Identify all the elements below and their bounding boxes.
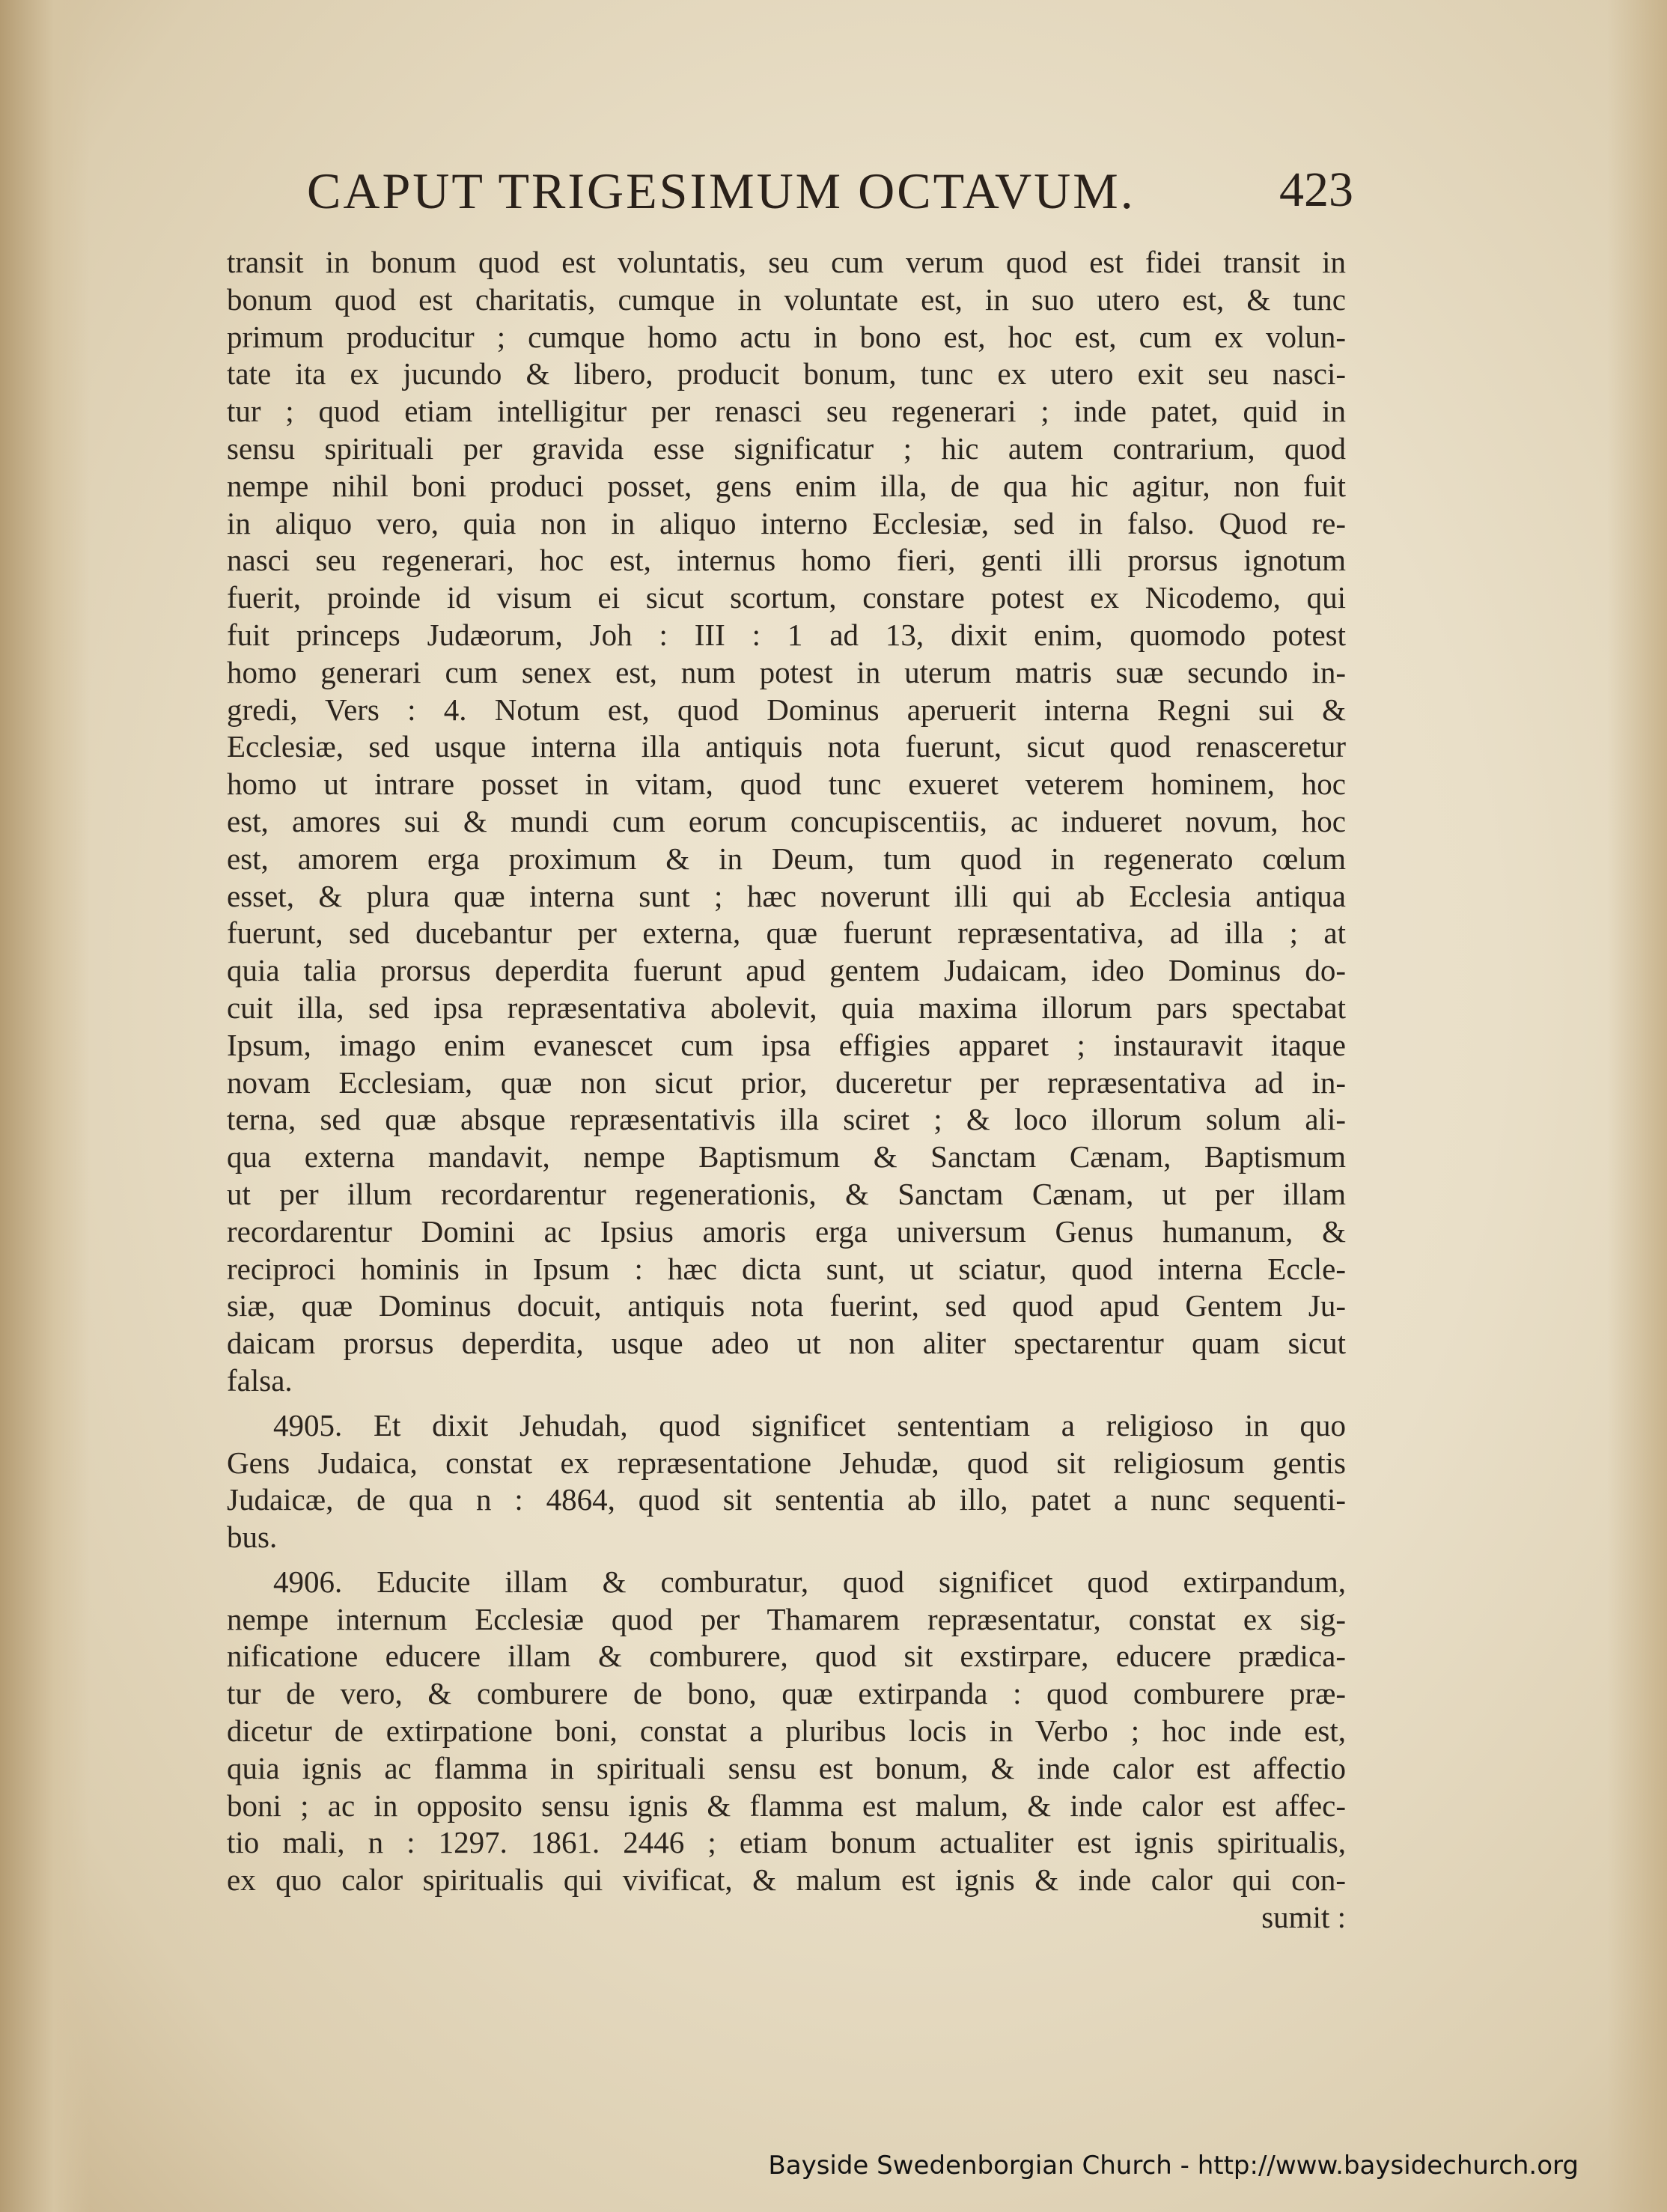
text-line: tate ita ex jucundo & libero, producit bonum, tunc ex utero exit seu nasci-	[227, 356, 1346, 391]
text-line: fuerit, proinde id visum ei sicut scortum, constare potest ex Nicodemo, qui	[227, 580, 1346, 615]
text-line: Ecclesiæ, sed usque interna illa antiquis nota fuerunt, sicut quod renasceretur	[227, 729, 1346, 764]
paragraph-gap	[227, 1556, 1346, 1564]
text-line: siæ, quæ Dominus docuit, antiquis nota fuerint, sed quod apud Gentem Ju-	[227, 1288, 1346, 1323]
running-head	[225, 150, 1362, 232]
text-line: ut per illum recordarentur regenerationis, & Sanctam Cænam, ut per illam	[227, 1176, 1346, 1211]
text-line: bonum quod est charitatis, cumque in voluntate est, in suo utero est, & tunc	[227, 281, 1346, 317]
text-line: tur de vero, & comburere de bono, quæ extirpanda : quod comburere præ-	[227, 1676, 1346, 1711]
text-line: fuerunt, sed ducebantur per externa, quæ fuerunt repræsentativa, ad illa ; at	[227, 915, 1346, 951]
text-line: nempe internum Ecclesiæ quod per Thamarem repræsentatur, constat ex sig-	[227, 1601, 1346, 1636]
running-title: CAPUT TRIGESIMUM OCTAVUM.	[307, 162, 1136, 219]
text-line: Ipsum, imago enim evanescet cum ipsa effigies apparet ; instauravit itaque	[227, 1027, 1346, 1062]
catchword: sumit :	[1261, 1900, 1346, 1935]
text-line: novam Ecclesiam, quæ non sicut prior, duceretur per repræsentativa ad in-	[227, 1064, 1346, 1100]
text-line: dicetur de extirpatione boni, constat a pluribus locis in Verbo ; hoc inde est,	[227, 1713, 1346, 1749]
text-line: bus.	[227, 1520, 278, 1555]
text-line: est, amores sui & mundi cum eorum concupiscentiis, ac indueret novum, hoc	[227, 803, 1346, 838]
text-line: primum producitur ; cumque homo actu in bono est, hoc est, cum ex volun-	[227, 319, 1346, 354]
text-line: est, amorem erga proximum & in Deum, tum quod in regenerato cœlum	[227, 841, 1346, 876]
text-line: gredi, Vers : 4. Notum est, quod Dominus aperuerit interna Regni sui &	[227, 692, 1346, 727]
text-line: nasci seu regenerari, hoc est, internus homo fieri, genti illi prorsus ignotum	[227, 543, 1346, 578]
paragraph-continued	[227, 244, 1346, 1400]
text-line: sensu spirituali per gravida esse significatur ; hic autem contrarium, quod	[227, 430, 1346, 466]
text-line: ex quo calor spiritualis qui vivificat, & malum est ignis & inde calor qui con-	[227, 1862, 1346, 1898]
text-line: transit in bonum quod est voluntatis, seu cum verum quod est fidei transit in	[227, 245, 1346, 279]
text-line: qua externa mandavit, nempe Baptismum & Sanctam Cænam, Baptismum	[227, 1139, 1346, 1174]
paragraph-gap	[227, 1400, 1346, 1407]
text-line: falsa.	[227, 1362, 293, 1398]
text-line: Gens Judaica, constat ex repræsentatione Jehudæ, quod sit religiosum gentis	[227, 1445, 1346, 1480]
paragraph-4906	[227, 1564, 1346, 1899]
text-line: cuit illa, sed ipsa repræsentativa abolevit, quia maxima illorum pars spectabat	[227, 990, 1346, 1025]
text-line: quia talia prorsus deperdita fuerunt apud gentem Judaicam, ideo Dominus do-	[227, 953, 1346, 988]
text-line: 4905. Et dixit Jehudah, quod significet sententiam a religioso in quo	[273, 1407, 1346, 1442]
text-line: nempe nihil boni produci posset, gens enim illa, de qua hic agitur, non fuit	[227, 468, 1346, 503]
text-line: nificatione educere illam & comburere, quod sit exstirpare, educere prædica-	[227, 1639, 1346, 1674]
text-block	[227, 244, 1346, 1937]
text-line: homo generari cum senex est, num potest in uterum matris suæ secundo in-	[227, 654, 1346, 689]
text-line: fuit princeps Judæorum, Joh : III : 1 ad 13, dixit enim, quomodo potest	[227, 617, 1346, 652]
text-line: tio mali, n : 1297. 1861. 2446 ; etiam bonum actualiter est ignis spiritualis,	[227, 1825, 1346, 1860]
text-line: quia ignis ac flamma in spirituali sensu est bonum, & inde calor est affectio	[227, 1750, 1346, 1785]
text-line: recordarentur Domini ac Ipsius amoris erga universum Genus humanum, &	[227, 1213, 1346, 1249]
text-line: tur ; quod etiam intelligitur per renasci seu regenerari ; inde patet, quid in	[227, 394, 1346, 429]
text-line: reciproci hominis in Ipsum : hæc dicta sunt, ut sciatur, quod interna Eccle-	[227, 1251, 1346, 1286]
text-line: 4906. Educite illam & comburatur, quod significet quod extirpandum,	[273, 1564, 1346, 1599]
paragraph-4905	[227, 1407, 1346, 1556]
text-line: daicam prorsus deperdita, usque adeo ut non aliter spectarentur quam sicut	[227, 1326, 1346, 1361]
text-line: boni ; ac in opposito sensu ignis & flamma est malum, & inde calor est affec-	[227, 1788, 1346, 1823]
text-line: in aliquo vero, quia non in aliquo interno Ecclesiæ, sed in falso. Quod re-	[227, 505, 1346, 540]
text-line: esset, & plura quæ interna sunt ; hæc noverunt illi qui ab Ecclesia antiqua	[227, 878, 1346, 913]
text-line: terna, sed quæ absque repræsentativis illa sciret ; & loco illorum solum ali-	[227, 1102, 1346, 1137]
text-line: homo ut intrare posset in vitam, quod tunc exueret veterem hominem, hoc	[227, 767, 1346, 802]
watermark: Bayside Swedenborgian Church - http://www.baysidechurch.org	[768, 2151, 1579, 2181]
page-number: 423	[1279, 162, 1353, 217]
text-line: Judaicæ, de qua n : 4864, quod sit sententia ab illo, patet a nunc sequenti-	[227, 1482, 1346, 1517]
